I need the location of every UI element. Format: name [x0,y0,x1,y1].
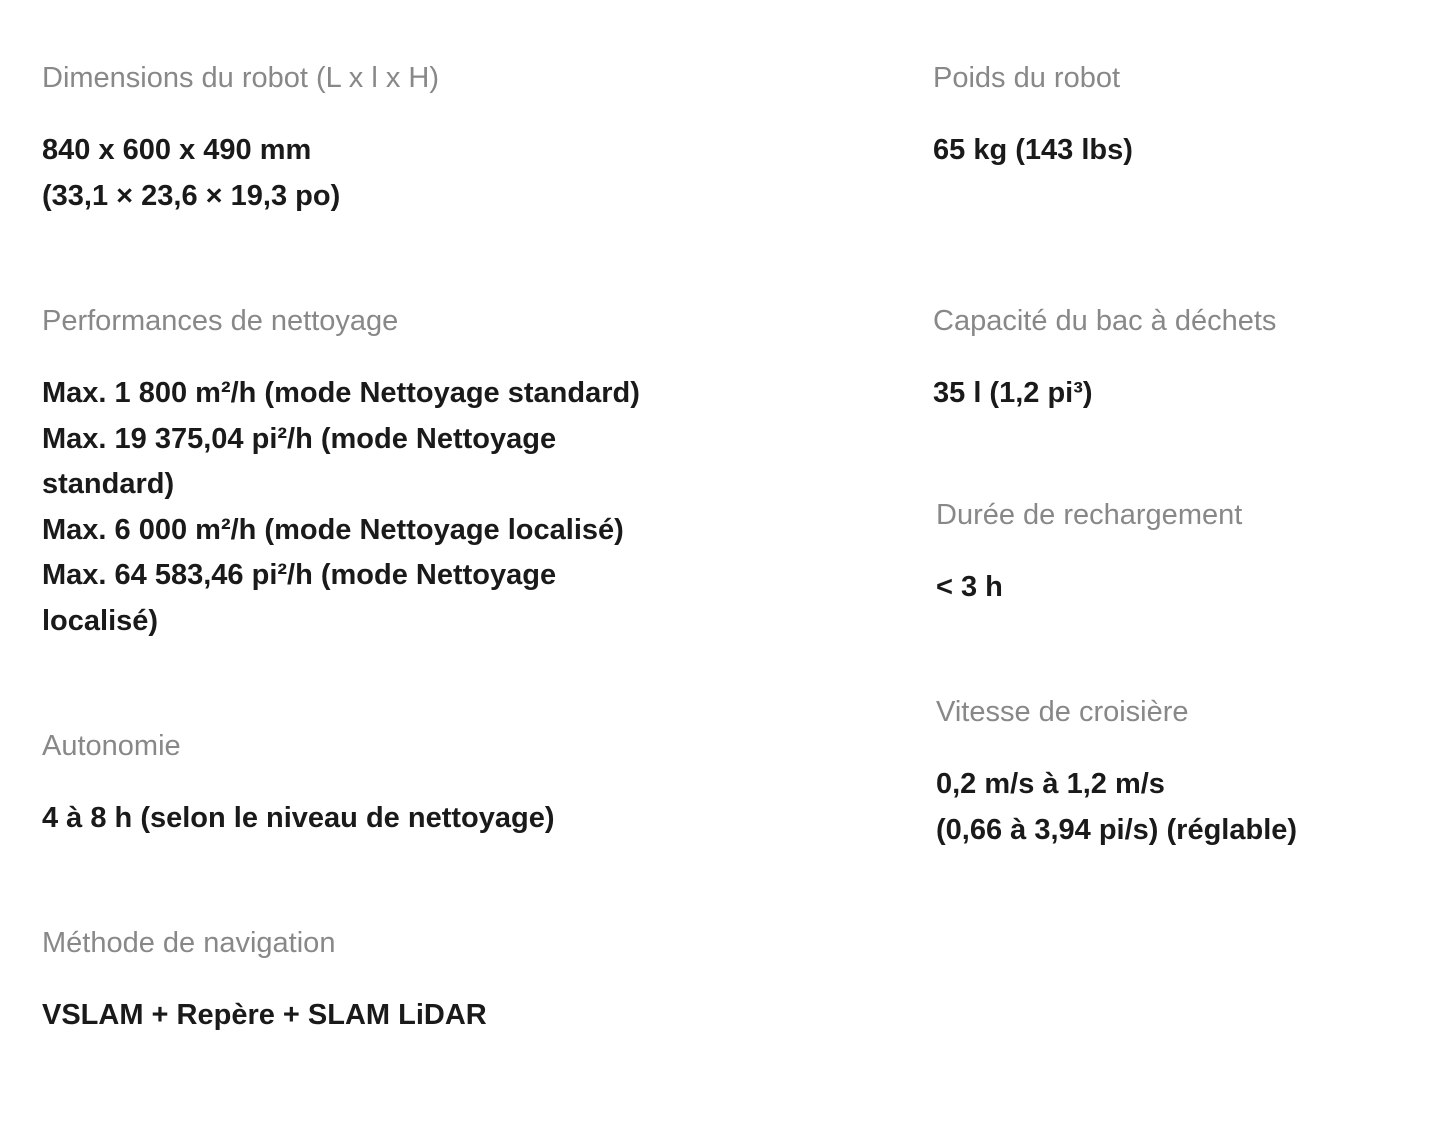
spec-value-line: 0,2 m/s à 1,2 m/s [936,768,1165,800]
spec-value-line: Max. 64 583,46 pi²/h (mode Nettoyage [42,559,557,591]
spec-label: Méthode de navigation [42,927,336,959]
spec-label: Dimensions du robot (L x l x H) [42,62,440,94]
spec-value [936,762,1297,853]
spec-dimensions [42,60,439,219]
spec-weight [933,60,1133,174]
spec-value-line: 35 l (1,2 pi³) [933,377,1093,409]
spec-performance [42,303,640,644]
spec-value [936,565,1242,611]
spec-label: Poids du robot [933,62,1121,94]
spec-value-line: Max. 1 800 m²/h (mode Nettoyage standard) [42,377,640,409]
spec-value-line: (33,1 × 23,6 × 19,3 po) [42,179,341,212]
spec-value-line: standard) [42,468,175,500]
spec-value [42,993,487,1039]
spec-label: Vitesse de croisière [936,696,1189,728]
spec-value [42,128,439,219]
spec-label: Durée de rechargement [936,499,1243,531]
spec-value [42,371,640,644]
spec-value-line: Max. 19 375,04 pi²/h (mode Nettoyage [42,422,557,455]
spec-value-line: < 3 h [936,571,1003,603]
spec-charging-time [936,497,1242,611]
spec-bin-capacity [933,303,1276,417]
spec-navigation [42,925,487,1039]
spec-value [933,371,1276,417]
spec-value-line: 840 x 600 x 490 mm [42,134,312,166]
spec-value-line: (0,66 à 3,94 pi/s) (réglable) [936,813,1298,846]
spec-autonomy [42,728,554,842]
spec-value [42,796,554,842]
spec-label: Autonomie [42,730,181,762]
spec-cruise-speed [936,694,1297,853]
spec-value [933,128,1133,174]
spec-value-line: Max. 6 000 m²/h (mode Nettoyage localisé) [42,513,624,546]
spec-value-line: localisé) [42,604,159,637]
spec-value-line: VSLAM + Repère + SLAM LiDAR [42,999,487,1031]
spec-value-line: 65 kg (143 lbs) [933,134,1133,166]
spec-label: Performances de nettoyage [42,305,399,337]
spec-label: Capacité du bac à déchets [933,305,1277,337]
spec-value-line: 4 à 8 h (selon le niveau de nettoyage) [42,802,555,834]
